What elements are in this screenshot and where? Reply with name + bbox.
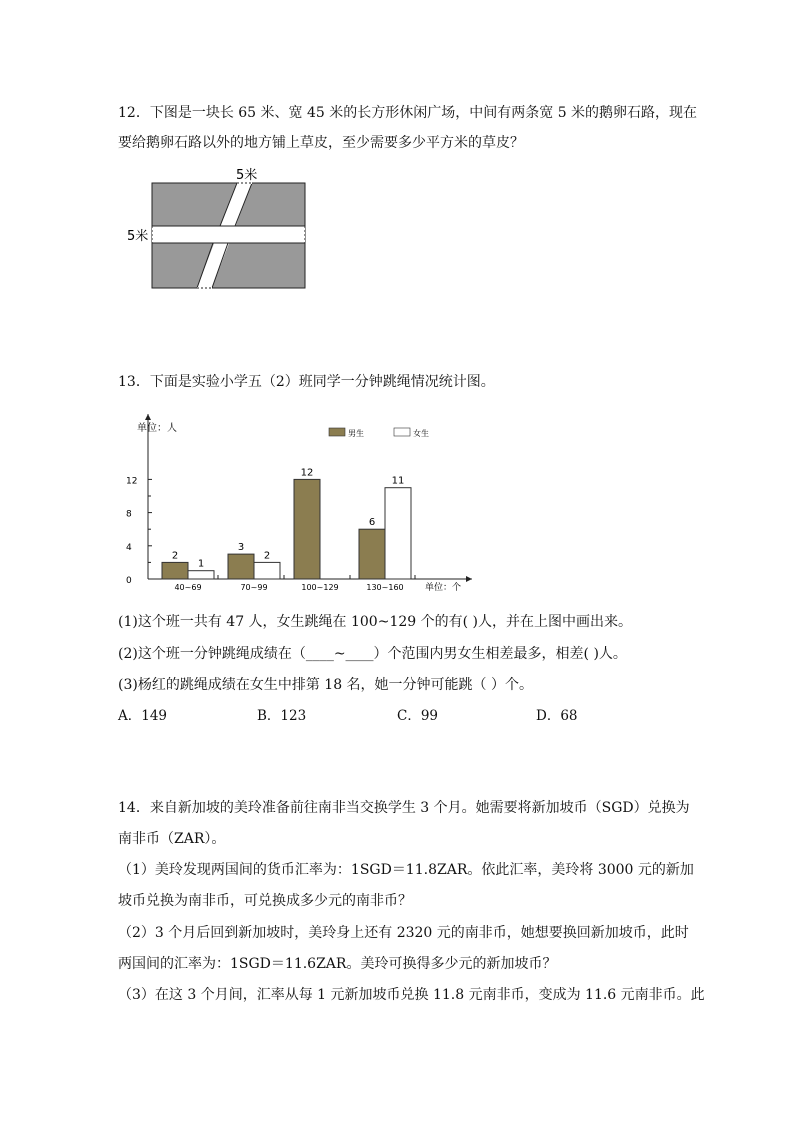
q14-line4: 坡币兑换为南非币，可兑换成多少元的南非币？ xyxy=(118,893,412,909)
chart-xlabel: 单位：个 xyxy=(425,583,462,593)
bar-label-boys-3: 6 xyxy=(368,517,376,529)
label-left-width: 5米 xyxy=(127,229,149,244)
y-tick-label-8: 8 xyxy=(126,509,132,520)
y-tick-label-12: 12 xyxy=(126,476,138,487)
bar-label-boys-2: 12 xyxy=(300,467,314,479)
choice-b: B．123 xyxy=(257,708,307,724)
choice-d: D．68 xyxy=(536,708,578,724)
bar-label-girls-0: 1 xyxy=(197,558,205,570)
q14-line3: （1）美玲发现两国间的货币汇率为：1SGD＝11.8ZAR。依此汇率，美玲将 3000 元的新加 xyxy=(118,862,694,878)
bar-label-girls-3: 11 xyxy=(391,475,405,487)
q12-text-line2: 要给鹅卵石路以外的地方铺上草皮，至少需要多少平方米的草皮？ xyxy=(118,135,524,151)
label-top-width: 5米 xyxy=(236,168,258,183)
y-tick-label-4: 4 xyxy=(126,542,132,553)
q14-line2: 南非币（ZAR）。 xyxy=(118,831,226,847)
q14-line1: 14．来自新加坡的美玲准备前往南非当交换学生 3 个月。她需要将新加坡币（SGD）兑换为 xyxy=(118,800,690,816)
x-axis-arrow xyxy=(466,576,472,582)
q14-line6: 两国间的汇率为：1SGD＝11.6ZAR。美玲可换得多少元的新加坡币？ xyxy=(118,956,557,972)
y-tick-label-0: 0 xyxy=(126,576,132,586)
bar-label-girls-1: 2 xyxy=(263,550,271,562)
jump-rope-bar-chart xyxy=(0,400,794,600)
bar-boys-1 xyxy=(228,554,254,579)
q13-sub2: (2)这个班一分钟跳绳成绩在（____~____）个范围内男女生相差最多，相差( )人。 xyxy=(118,646,627,662)
q13-title: 13．下面是实验小学五（2）班同学一分钟跳绳情况统计图。 xyxy=(118,374,495,390)
y-axis-arrow xyxy=(145,414,151,420)
q12-text-line1: 12．下图是一块长 65 米、宽 45 米的长方形休闲广场，中间有两条宽 5 米的鹅卵石路，现在 xyxy=(118,105,698,121)
x-category-label-3: 130~160 xyxy=(366,583,404,592)
q14-line5: （2）3 个月后回到新加坡时，美玲身上还有 2320 元的南非币，她想要换回新加坡币，此时 xyxy=(118,925,689,941)
chart-ylabel: 单位：人 xyxy=(137,423,177,434)
q13-sub3: (3)杨红的跳绳成绩在女生中排第 18 名，她一分钟可能跳（ ）个。 xyxy=(118,677,533,693)
legend-swatch-girls xyxy=(394,428,410,436)
x-category-label-0: 40~69 xyxy=(174,583,202,592)
q14-line7: （3）在这 3 个月间，汇率从每 1 元新加坡币兑换 11.8 元南非币，变成为 11.6 元南非币。此 xyxy=(118,987,705,1003)
legend-label-girls: 女生 xyxy=(413,429,429,438)
q13-sub1: (1)这个班一共有 47 人，女生跳绳在 100~129 个的有( )人，并在上图中画出来。 xyxy=(118,614,632,630)
bar-label-boys-1: 3 xyxy=(237,542,245,554)
bar-boys-3 xyxy=(359,529,385,579)
choice-a: A．149 xyxy=(118,708,168,724)
bar-boys-2 xyxy=(294,479,320,579)
plaza-grass-areas xyxy=(152,183,305,288)
bar-girls-0 xyxy=(188,571,214,579)
bar-boys-0 xyxy=(162,562,188,579)
legend-swatch-boys xyxy=(329,428,345,436)
choice-c: C．99 xyxy=(397,708,439,724)
chart-legend xyxy=(329,428,429,438)
x-category-label-1: 70~99 xyxy=(240,583,268,592)
legend-label-boys: 男生 xyxy=(348,429,364,438)
bar-girls-3 xyxy=(385,488,411,579)
x-category-label-2: 100~129 xyxy=(301,583,339,592)
bar-girls-1 xyxy=(254,562,280,579)
bar-label-boys-0: 2 xyxy=(171,550,179,562)
plaza-diagram xyxy=(0,0,794,300)
